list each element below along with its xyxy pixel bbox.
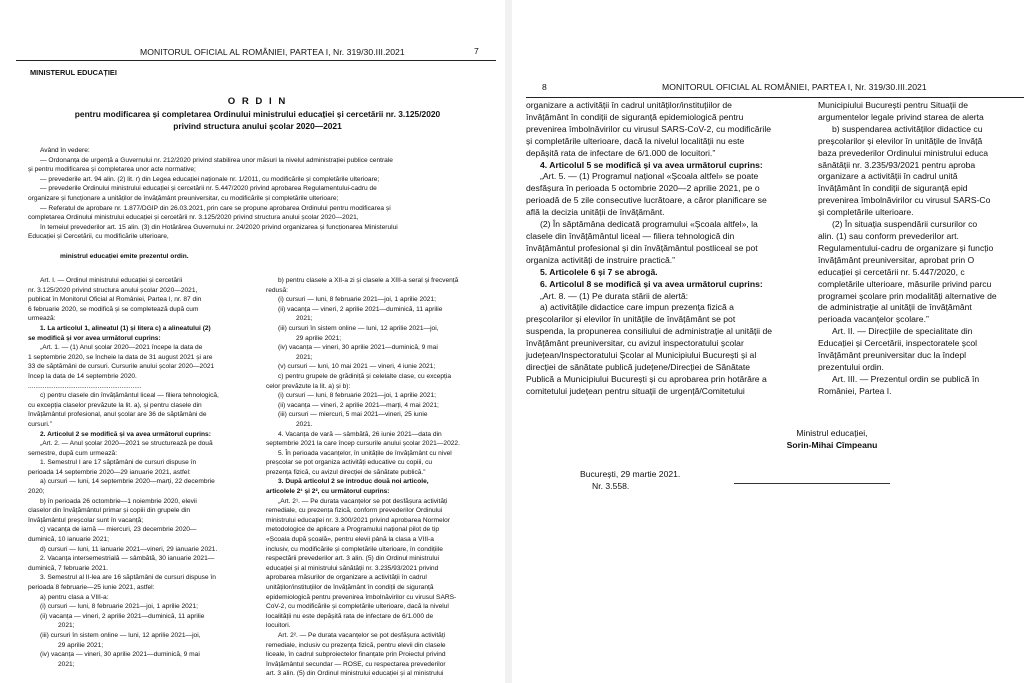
text-line: învățământul secundar — ROSE, cu respectarea prevederilor [266, 660, 446, 668]
text-line: Regulamentului-cadru de organizare și funcțio [818, 242, 994, 253]
text-line: Educației și Cercetării, cu modificările ulterioare, [28, 233, 169, 241]
text-line: CoV-2, cu modificările și completările ulterioare, dacă la nivelul [266, 603, 449, 611]
text-line: .............................................................. [28, 382, 142, 390]
text-line: organizare și funcționare a unităților de învățământ preuniversitar, cu modificările și completările ulterioare; [28, 194, 339, 202]
text-line: 4. Vacanța de vară — sâmbătă, 26 iunie 2021—data din [278, 430, 442, 438]
text-line: a) activitățile didactice care impun prezența fizică a [540, 302, 734, 313]
text-line: cu excepția claselor prevăzute la lit. a), și pentru clasele din [28, 401, 202, 409]
text-line: perioadă de 5 zile consecutive lucrătoare, a căror planificare se [526, 195, 767, 206]
text-line: epidemiologică pentru prevenirea îmbolnăvirilor cu virusul SARS- [266, 593, 457, 601]
text-line: (ii) vacanța — vineri, 2 aprilie 2021—duminică, 11 aprilie [278, 305, 443, 313]
text-line: duminică, 7 februarie 2021. [28, 564, 108, 572]
text-line: desfășura în perioada 5 octombrie 2020—2 aprilie 2021, pe o [526, 183, 760, 194]
page-header: MONITORUL OFICIAL AL ROMÂNIEI, PARTEA I, Nr. 319/30.III.2021 [140, 47, 405, 57]
text-line: (iv) vacanța — vineri, 30 aprilie 2021—duminică, 9 mai [40, 651, 200, 659]
text-line: prevenirea îmbolnăvirilor cu virusul SARS-Co [818, 195, 991, 206]
text-line: remediale, inclusiv cu prezența fizică, pentru elevii din clasele [266, 641, 446, 649]
text-line: inclusiv, cu modificările și completările ulterioare, în condițiile [266, 545, 443, 553]
order-title-block [20, 95, 495, 132]
text-line: organiza activități de instruire practică.” [526, 254, 676, 265]
page-number: 7 [474, 46, 479, 56]
text-line: art. 3 alin. (5) din Ordinul ministrului educației și al ministrului [266, 670, 444, 678]
right-column-1 [526, 100, 816, 420]
text-line: (i) cursuri — luni, 8 februarie 2021—joi, 1 aprilie 2021; [278, 392, 436, 400]
text-line: 33 de săptămâni de cursuri. Cursurile anului școlar 2020—2021 [28, 363, 215, 371]
text-line: 2. Articolul 2 se modifică și va avea următorul cuprins: [40, 430, 211, 438]
order-subtitle-1: pentru modificarea și completarea Ordinului ministrului educației și cercetării nr. 3.125/2020 [74, 109, 441, 119]
text-line: suspenda, la propunerea consiliului de administrație al unității de [526, 326, 773, 337]
text-line: încep la data de 14 septembrie 2020. [28, 372, 137, 380]
text-line: perioada vacanțelor școlare.” [818, 314, 929, 325]
text-line: — prevederile Ordinului ministrului educației și cercetării nr. 5.447/2020 privind aprobarea Regulamentului-cadru de [40, 185, 377, 193]
text-line: 2021; [58, 660, 75, 668]
text-line: 3. După articolul 2 se introduc două noi articole, [278, 478, 429, 486]
text-line: a) cursuri — luni, 14 septembrie 2020—marți, 22 decembrie [40, 478, 215, 486]
text-line: preșcolarilor și elevilor în unitățile de învăță [818, 135, 983, 146]
text-line: b) suspendarea activităților didactice cu [832, 123, 983, 134]
text-line: (ii) vacanța — vineri, 2 aprilie 2021—duminică, 11 aprilie [40, 612, 205, 620]
text-line: învățământ preuniversitar duc la îndepl [818, 350, 967, 361]
text-line: depășită rata de infectare de 6/1.000 de locuitori.” [526, 147, 716, 158]
text-line: perioada 8 februarie—25 iunie 2021, astfel: [28, 584, 155, 591]
text-line: 1 septembrie 2020, se încheie la data de 31 august 2021 și are [28, 353, 213, 361]
text-line: localității nu este depășită rata de infectare de 6/1.000 de [266, 612, 434, 620]
text-line: prezența fizică, cu avizul direcției de sănătate publică.” [266, 468, 426, 476]
text-line: organizare a activității în cadrul unită [818, 171, 958, 182]
text-line: 2. Vacanța intersemestrială — sâmbătă, 30 ianuarie 2021— [40, 555, 215, 563]
text-line: „Art. 8. — (1) Pe durata stării de alertă: [540, 290, 689, 301]
text-line: Art. II. — Direcțiile de specialitate din [832, 326, 973, 337]
text-line: află la decizia unității de învățământ. [526, 207, 665, 218]
text-line: educației și cercetării nr. 5.447/2020, c [818, 266, 965, 277]
text-line: (i) cursuri — luni, 8 februarie 2021—joi, 1 aprilie 2021; [278, 296, 436, 304]
text-line: cursuri.” [28, 420, 52, 428]
text-line: 2021; [296, 315, 313, 323]
text-line: 2021; [296, 353, 313, 361]
text-line: urmează: [28, 315, 56, 323]
text-line: Municipiului București pentru Situații de [818, 100, 968, 110]
text-line: (i) cursuri — luni, 8 februarie 2021—joi, 1 aprilie 2021; [40, 603, 198, 611]
signature-block [702, 428, 962, 452]
text-line: „Art. 2. — Anul școlar 2020—2021 se structurează pe două [40, 440, 213, 448]
text-line: prevenirea îmbolnăvirilor cu virusul SARS-CoV-2, cu modificările [526, 123, 772, 134]
text-line: 6 februarie 2020, se modifică și se completează după cum [28, 305, 199, 313]
ministry-label [30, 68, 490, 78]
page-gap [505, 0, 512, 683]
text-line: programei școlare prin modalități alternative de [818, 290, 997, 301]
text-line: baza prevederilor Ordinului ministrului educa [818, 147, 989, 158]
text-line: septembrie 2021 la care încep cursurile anului școlar 2021—2022. [266, 440, 460, 448]
text-line: — Referatul de aprobare nr. 1.877/DGIP din 26.03.2021, prin care se propune aprobarea Ordinului pentru modificarea și [40, 204, 391, 212]
text-line: „Art. 5. — (1) Programul național «Școala altfel» se poate [540, 171, 759, 182]
text-line: Având în vedere: [40, 147, 90, 154]
page-header: MONITORUL OFICIAL AL ROMÂNIEI, PARTEA I, Nr. 319/30.III.2021 [662, 82, 927, 92]
header-rule [526, 97, 1024, 98]
text-line: prezentului ordin. [818, 361, 884, 372]
text-line: b) în perioada 26 octombrie—1 noiembrie 2020, elevii [40, 497, 197, 505]
text-line: se modifică și vor avea următorul cuprins: [28, 334, 161, 342]
text-line: „Art. 1. — (1) Anul școlar 2020—2021 începe la data de [40, 344, 203, 352]
order-number: Nr. 3.558. [592, 480, 630, 491]
order-subtitle-2: privind structura anului școlar 2020—2021 [173, 121, 342, 131]
text-line: d) cursuri — luni, 11 ianuarie 2021—vineri, 29 ianuarie 2021. [40, 545, 218, 553]
text-line: 2020; [28, 488, 45, 496]
text-line: Art. 2². — Pe durata vacanțelor se pot desfășura activități [278, 631, 446, 639]
text-line: ministrului educației nr. 3.300/2021 privind aprobarea Normelor [266, 516, 450, 524]
text-line: și completările ulterioare. [818, 207, 914, 218]
order-title: O R D I N [227, 96, 288, 107]
text-line: județean/Inspectoratului Școlar al Municipiului București și al [526, 350, 757, 361]
separator-rule [734, 483, 890, 484]
text-line: 6. Articolul 8 se modifică și va avea următorul cuprins: [540, 278, 763, 289]
text-line: unităților/instituțiilor de învățământ în condiții de siguranță [266, 584, 434, 591]
text-line: ministrul educației emite prezentul ordin. [60, 253, 189, 260]
page-fade [0, 677, 505, 683]
text-line: locuitori. [266, 622, 291, 630]
text-line: — Ordonanța de urgență a Guvernului nr. 212/2020 privind stabilirea unor măsuri la nivelul administrației publice centrale [40, 156, 393, 164]
text-line: învățământ preuniversitar, aprobat prin O [818, 254, 975, 265]
text-line: a) pentru clasa a VIII-a: [40, 593, 109, 601]
text-line: — prevederile art. 94 alin. (2) lit. r) din Legea educației naționale nr. 1/2011, cu modificările și completările ulterioare; [40, 175, 380, 183]
text-line: (iv) vacanța — vineri, 30 aprilie 2021—duminică, 9 mai [278, 344, 438, 352]
text-line: c) pentru clasele din învățământul liceal — filiera tehnologică, [40, 392, 219, 400]
left-column-2 [266, 276, 498, 683]
text-line: învățământul profesional, anul școlar are 36 de săptămâni de [28, 411, 207, 419]
text-line: (iii) cursuri în sistem online — luni, 12 aprilie 2021—joi, [278, 324, 439, 332]
text-line: și completările ulterioare, dacă la nivelul localității nu este [526, 135, 745, 146]
text-line: 1. Semestrul I are 17 săptămâni de cursuri dispuse în [40, 459, 197, 467]
text-line: învățământul preșcolar sunt în vacanță; [28, 516, 144, 524]
text-line: aprobarea măsurilor de organizare a activității în cadrul [266, 574, 427, 582]
text-line: (ii) vacanța — vineri, 2 aprilie 2021—marți, 4 mai 2021; [278, 401, 439, 409]
text-line: 4. Articolul 5 se modifică și va avea următorul cuprins: [540, 159, 763, 170]
text-line: direcției de sănătate publică județene/Direcției de Sănătate [526, 361, 751, 372]
text-line: 2021; [58, 622, 75, 630]
text-line: semestre, după cum urmează: [28, 449, 118, 457]
text-line: completările ulterioare, măsurile privind parcu [818, 278, 992, 289]
text-line: (2) În săptămâna dedicată programului «Școala altfel», la [540, 219, 758, 230]
text-line: comitetului județean pentru situații de urgență/Comitetului [526, 385, 745, 396]
text-line: liceale, în cadrul subproiectelor finanțate prin Proiectul privind [266, 651, 446, 659]
text-line: preșcolarilor și elevilor în unitățile de învățământ se pot [526, 314, 736, 325]
text-line: Art. I. — Ordinul ministrului educației și cercetării [40, 277, 183, 284]
text-line: c) pentru grupele de grădiniță și celelalte clase, cu excepția [278, 372, 452, 380]
text-line: învățământ în condiții de siguranță epid [818, 183, 968, 194]
text-line: 2021. [296, 420, 313, 428]
text-line: organizare a activității în cadrul unităților/instituțiilor de [526, 100, 732, 110]
text-line: învățământ în condiții de siguranță epidemiologică pentru [526, 111, 744, 122]
text-line: României, Partea I. [818, 385, 892, 396]
text-line: respectării prevederilor art. 3 alin. (5) din Ordinul ministrului [266, 555, 439, 563]
text-line: în temeiul prevederilor art. 15 alin. (3) din Hotărârea Guvernului nr. 24/2020 privind organizarea și funcționarea Ministerului [40, 223, 398, 231]
text-line: c) vacanța de iarnă — miercuri, 23 decembrie 2020— [40, 526, 197, 534]
text-line: argumentelor legale privind starea de alerta [818, 111, 984, 122]
text-line: învățământul profesional și din învățământul postliceal se pot [526, 242, 758, 253]
text-line: remediale, cu prezența fizică, conform prevederilor Ordinului [266, 507, 443, 515]
text-line: claselor din învățământul primar și copiii din grupele din [28, 507, 190, 515]
text-line: articolele 2¹ și 2², cu următorul cuprins: [266, 488, 390, 496]
text-line: sănătății nr. 3.235/93/2021 pentru aproba [818, 159, 976, 170]
text-line: redusă: [266, 286, 288, 294]
text-line: completarea Ordinului ministrului educației și cercetării nr. 3.125/2020 privind structura anului școlar 2020—2021, [28, 214, 359, 222]
place-date-block [580, 469, 780, 493]
text-line: b) pentru clasele a XII-a zi și clasele a XIII-a seral și frecvență [278, 277, 459, 284]
preamble [28, 146, 498, 242]
signature-title: Ministrul educației, [796, 428, 868, 438]
text-line: duminică, 10 ianuarie 2021; [28, 536, 110, 544]
text-line: Art. III. — Prezentul ordin se publică în [832, 373, 980, 384]
text-line: publicat în Monitorul Oficial al României, Partea I, nr. 87 din [28, 296, 202, 304]
text-line: «Școala după școală», pentru elevii până la clasa a VIII-a [266, 536, 434, 544]
page-number: 8 [542, 82, 547, 92]
text-line: și pentru modificarea și completarea unor acte normative; [28, 166, 196, 174]
text-line: celor prevăzute la lit. a) și b): [266, 382, 351, 390]
text-line: 5. În perioada vacanțelor, în unitățile de învățământ cu nivel [278, 449, 452, 457]
header-rule [16, 60, 496, 61]
text-line: Publică a Municipiului București și cu aprobarea prin hotărâre a [526, 373, 767, 384]
text-line: „Art. 2¹. — Pe durata vacanțelor se pot desfășura activități [278, 497, 448, 505]
text-line: (v) cursuri — luni, 10 mai 2021 — vineri, 4 iunie 2021; [278, 363, 436, 371]
left-page [0, 0, 505, 683]
text-line: alin. (1) sau conform prevederilor art. [818, 230, 959, 241]
text-line: Educației și Cercetării, inspectoratele școl [818, 338, 978, 349]
right-page [512, 0, 1024, 683]
text-line: nr. 3.125/2020 privind structura anului școlar 2020—2021, [28, 286, 198, 294]
text-line: clasele din învățământul liceal — filiera tehnologică din [526, 230, 735, 241]
text-line: învățământ preuniversitar, cu avizul inspectoratului școlar [526, 338, 744, 349]
left-column-1 [28, 276, 260, 683]
text-line: 29 aprilie 2021; [296, 334, 342, 342]
text-line: (2) În situația suspendării cursurilor co [832, 219, 978, 230]
right-column-2 [818, 100, 1024, 396]
text-line: de administrație al unității de învățământ [818, 302, 972, 313]
text-line: 5. Articolele 6 și 7 se abrogă. [540, 266, 658, 277]
signature-name: Sorin-Mihai Cîmpeanu [786, 439, 878, 450]
text-line: (iii) cursuri în sistem online — luni, 12 aprilie 2021—joi, [40, 631, 201, 639]
text-line: MINISTERUL EDUCAȚIEI [30, 68, 117, 77]
place-date: București, 29 martie 2021. [580, 469, 681, 479]
text-line: metodologice de aplicare a Programului național pilot de tip [266, 526, 440, 534]
text-line: preșcolar se pot organiza activități educative cu copiii, cu [266, 459, 433, 467]
text-line: (iii) cursuri — miercuri, 5 mai 2021—vineri, 25 iunie [278, 411, 428, 419]
text-line: perioada 14 septembrie 2020—29 ianuarie 2021, astfel: [28, 468, 191, 476]
text-line: 29 aprilie 2021; [58, 641, 104, 649]
text-line: educației și al ministrului sănătății nr. 3.235/93/2021 privind [266, 564, 439, 572]
emits-line [28, 252, 488, 262]
text-line: 3. Semestrul al II-lea are 16 săptămâni de cursuri dispuse în [40, 574, 216, 582]
text-line: 1. La articolul 1, alineatul (1) și litera c) a alineatului (2) [40, 324, 211, 332]
